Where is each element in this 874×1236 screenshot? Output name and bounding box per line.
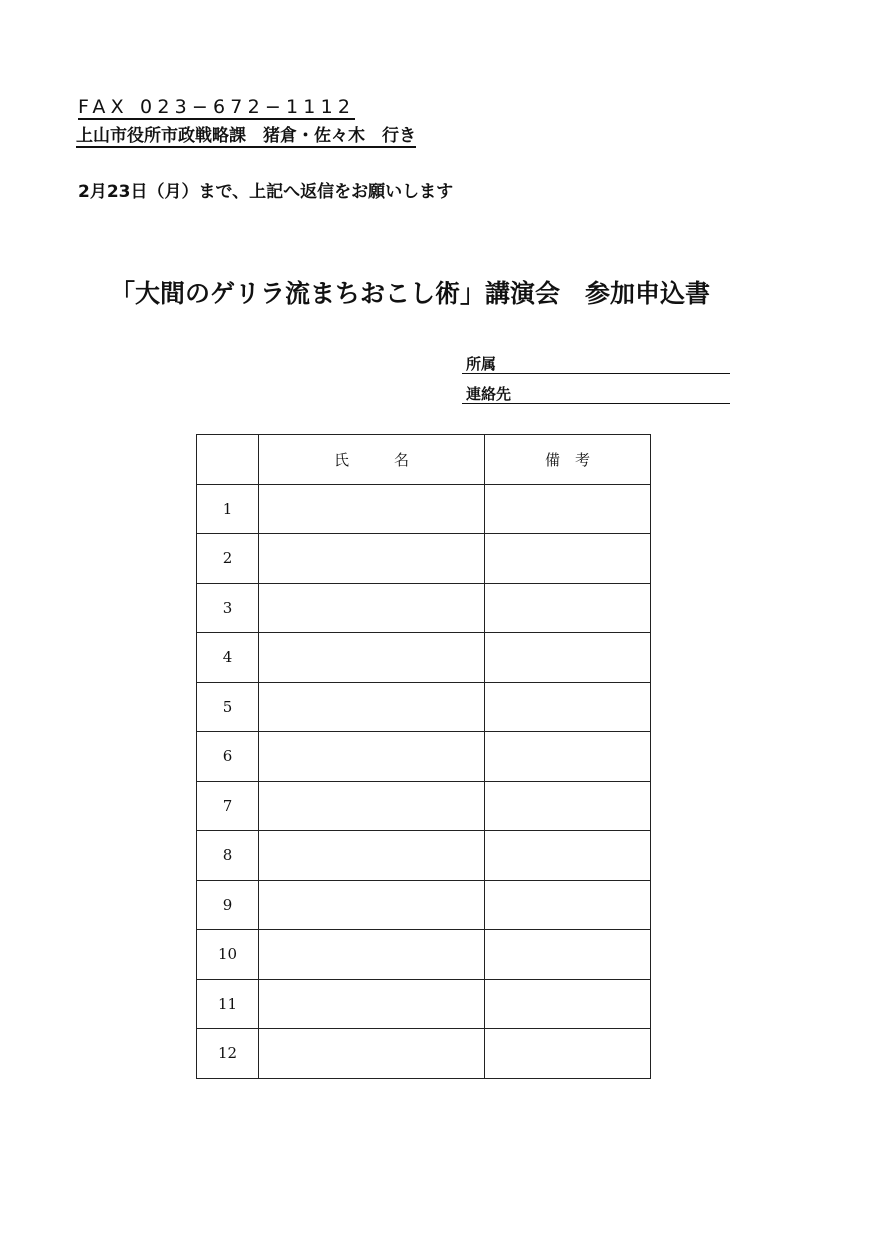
table-row xyxy=(197,484,651,534)
table-header-row xyxy=(197,435,651,485)
row-number: 1 xyxy=(197,484,259,534)
table-row xyxy=(197,979,651,1029)
reply-deadline: 2月23日（月）まで、上記へ返信をお願いします xyxy=(78,182,454,202)
remarks-cell[interactable] xyxy=(485,880,651,930)
remarks-cell[interactable] xyxy=(485,534,651,584)
row-number: 2 xyxy=(197,534,259,584)
participant-table xyxy=(196,434,651,1079)
remarks-cell[interactable] xyxy=(485,682,651,732)
name-cell[interactable] xyxy=(259,484,485,534)
name-cell[interactable] xyxy=(259,781,485,831)
remarks-cell[interactable] xyxy=(485,1029,651,1079)
header-number xyxy=(197,435,259,485)
remarks-cell[interactable] xyxy=(485,633,651,683)
fax-number: FAX 023−672−1112 xyxy=(78,96,356,118)
row-number: 8 xyxy=(197,831,259,881)
row-number: 6 xyxy=(197,732,259,782)
table-row xyxy=(197,534,651,584)
destination-line: 上山市役所市政戦略課 猪倉・佐々木 行き xyxy=(76,126,416,146)
table-row xyxy=(197,781,651,831)
name-cell[interactable] xyxy=(259,1029,485,1079)
name-cell[interactable] xyxy=(259,534,485,584)
name-cell[interactable] xyxy=(259,831,485,881)
header-remarks: 備 考 xyxy=(485,435,651,485)
affiliation-label: 所属 xyxy=(466,355,497,373)
table-row xyxy=(197,880,651,930)
remarks-cell[interactable] xyxy=(485,484,651,534)
name-cell[interactable] xyxy=(259,682,485,732)
row-number: 11 xyxy=(197,979,259,1029)
name-cell[interactable] xyxy=(259,930,485,980)
row-number: 5 xyxy=(197,682,259,732)
table-row xyxy=(197,682,651,732)
row-number: 4 xyxy=(197,633,259,683)
row-number: 9 xyxy=(197,880,259,930)
remarks-cell[interactable] xyxy=(485,831,651,881)
name-cell[interactable] xyxy=(259,633,485,683)
table-row xyxy=(197,930,651,980)
remarks-cell[interactable] xyxy=(485,732,651,782)
row-number: 7 xyxy=(197,781,259,831)
name-cell[interactable] xyxy=(259,880,485,930)
table-row xyxy=(197,583,651,633)
row-number: 10 xyxy=(197,930,259,980)
row-number: 3 xyxy=(197,583,259,633)
name-cell[interactable] xyxy=(259,979,485,1029)
table-row xyxy=(197,732,651,782)
remarks-cell[interactable] xyxy=(485,979,651,1029)
remarks-cell[interactable] xyxy=(485,583,651,633)
contact-label: 連絡先 xyxy=(466,385,512,403)
name-cell[interactable] xyxy=(259,732,485,782)
remarks-cell[interactable] xyxy=(485,781,651,831)
remarks-cell[interactable] xyxy=(485,930,651,980)
affiliation-field[interactable] xyxy=(462,355,730,374)
form-title: 「大間のゲリラ流まちおこし術」講演会 参加申込書 xyxy=(110,279,711,308)
row-number: 12 xyxy=(197,1029,259,1079)
contact-field[interactable] xyxy=(462,385,730,404)
table-row xyxy=(197,633,651,683)
table-row xyxy=(197,831,651,881)
name-cell[interactable] xyxy=(259,583,485,633)
header-name: 氏 名 xyxy=(259,435,485,485)
table-row xyxy=(197,1029,651,1079)
